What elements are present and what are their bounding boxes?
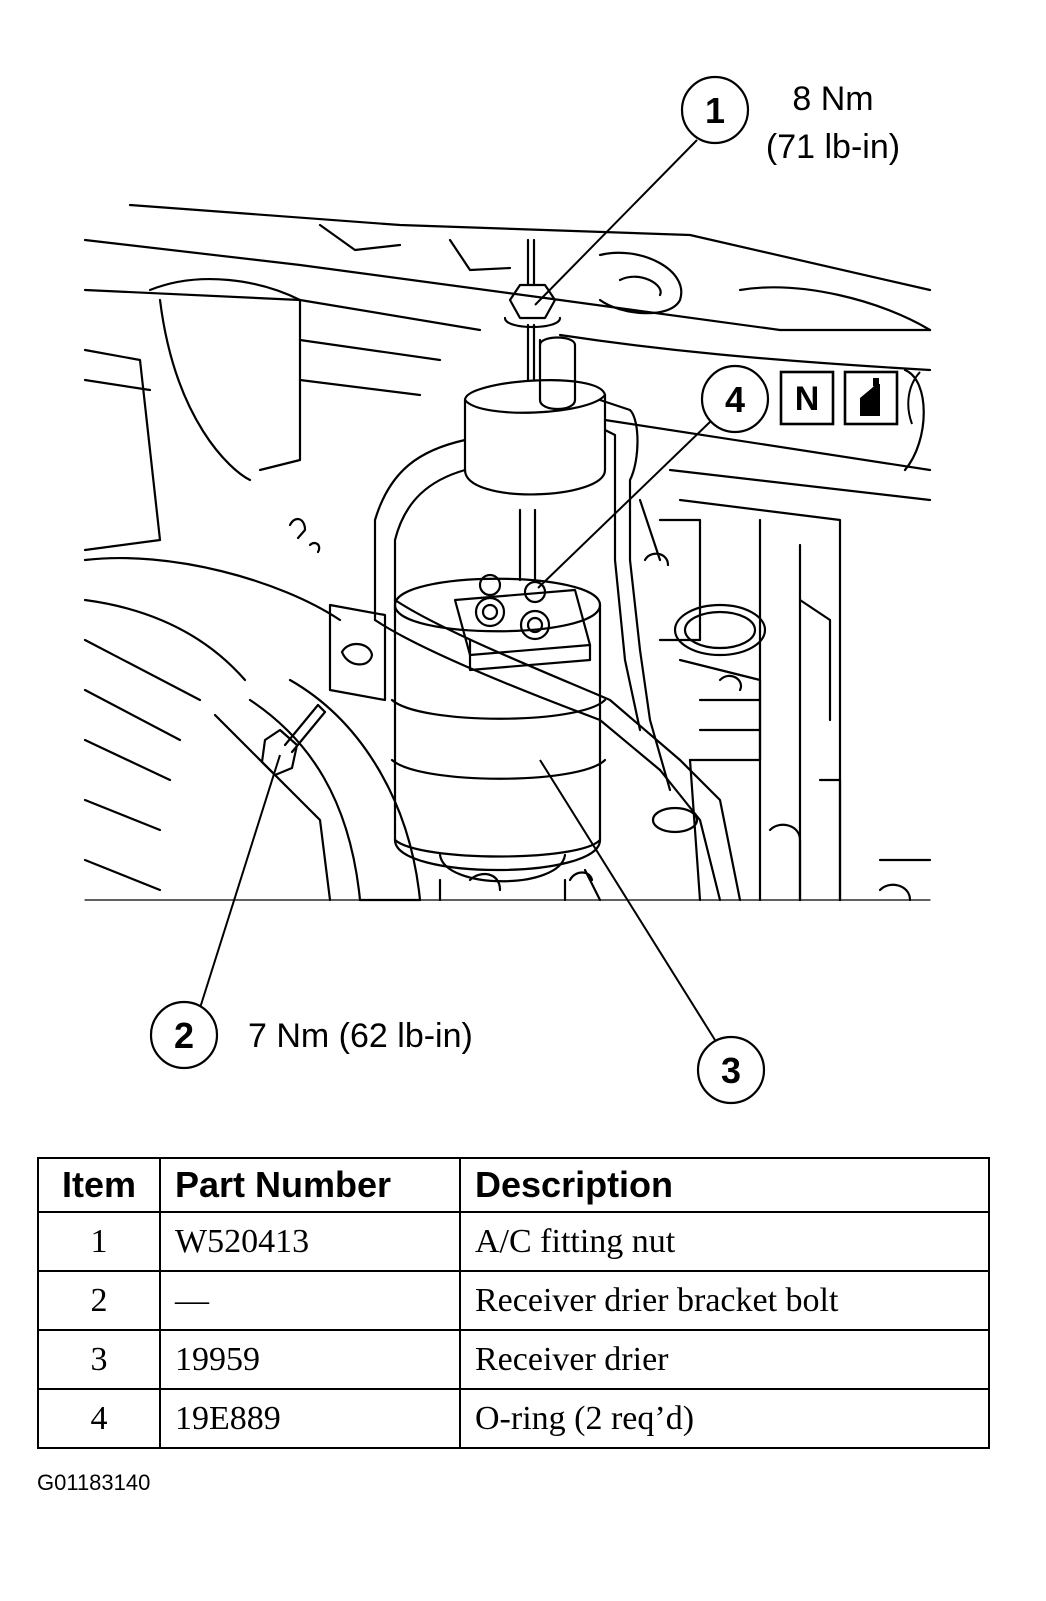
receiver-drier xyxy=(392,575,605,900)
table-row xyxy=(38,1389,989,1448)
callout-2-number: 2 xyxy=(173,1015,195,1056)
new-part-icon-letter: N xyxy=(794,380,820,418)
table-header-row xyxy=(38,1158,989,1212)
parts-table xyxy=(37,1157,990,1449)
callout-1 xyxy=(682,77,900,166)
row-part-number: 19E889 xyxy=(160,1389,460,1448)
row-part-number: — xyxy=(160,1271,460,1330)
header-item: Item xyxy=(38,1158,160,1212)
row-description: Receiver drier bracket bolt xyxy=(460,1271,989,1330)
row-item: 2 xyxy=(38,1271,160,1330)
row-part-number: 19959 xyxy=(160,1330,460,1389)
new-part-icon xyxy=(781,372,833,424)
table-row xyxy=(38,1330,989,1389)
radiator-support xyxy=(85,205,930,900)
callout-1-torque-nm: 8 Nm xyxy=(792,80,874,118)
callout-4-number: 4 xyxy=(724,379,746,420)
table-row xyxy=(38,1271,989,1330)
ac-lines xyxy=(375,400,740,900)
row-description: A/C fitting nut xyxy=(460,1212,989,1271)
callout-1-number: 1 xyxy=(704,90,726,131)
row-item: 3 xyxy=(38,1330,160,1389)
row-item: 4 xyxy=(38,1389,160,1448)
callout-3 xyxy=(698,1037,764,1103)
callout-2 xyxy=(151,1002,473,1068)
row-description: O-ring (2 req’d) xyxy=(460,1389,989,1448)
header-part-number: Part Number xyxy=(160,1158,460,1212)
row-part-number: W520413 xyxy=(160,1212,460,1271)
small-fasteners xyxy=(290,519,319,552)
row-item: 1 xyxy=(38,1212,160,1271)
callout-4 xyxy=(702,366,768,432)
callout-2-torque: 7 Nm (62 lb-in) xyxy=(248,1017,473,1055)
table-row xyxy=(38,1212,989,1271)
callout-1-torque-lbin: (71 lb-in) xyxy=(765,128,901,166)
header-description: Description xyxy=(460,1158,989,1212)
row-description: Receiver drier xyxy=(460,1330,989,1389)
fan-shroud xyxy=(85,558,420,900)
leader-lines xyxy=(200,140,715,1040)
callout-3-number: 3 xyxy=(720,1050,742,1091)
lubricate-icon xyxy=(845,372,897,424)
figure-id: G01183140 xyxy=(37,1470,151,1495)
